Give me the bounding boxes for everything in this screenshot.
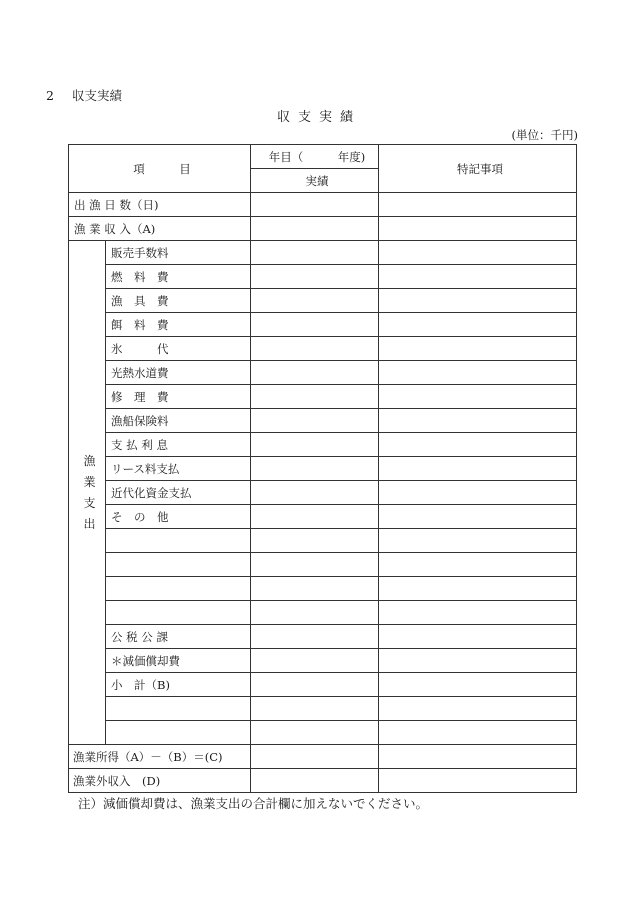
expense-item-label: 近代化資金支払 <box>106 481 251 505</box>
header-actual: 実績 <box>251 169 379 193</box>
row-label-fishing-days: 出 漁 日 数（日) <box>69 193 251 217</box>
header-year[interactable]: 年目（ 年度) <box>251 145 379 169</box>
remarks-cell[interactable] <box>379 553 577 577</box>
expense-group-label <box>69 241 106 745</box>
expense-item-label: 氷 代 <box>106 337 251 361</box>
remarks-cell[interactable] <box>379 697 577 721</box>
table-row <box>69 745 577 769</box>
table-row <box>69 721 577 745</box>
table-row <box>69 553 577 577</box>
expense-group-char: 漁 <box>83 453 96 468</box>
table-row <box>69 529 577 553</box>
expense-item-label: 販売手数料 <box>106 241 251 265</box>
actual-cell[interactable] <box>251 337 379 361</box>
section-number: 2 <box>46 88 54 103</box>
table-row <box>69 481 577 505</box>
expense-item-label: 燃 料 費 <box>106 265 251 289</box>
expense-item-label: ＊減価償却費 <box>106 649 251 673</box>
remarks-cell[interactable] <box>379 649 577 673</box>
actual-cell[interactable] <box>251 649 379 673</box>
footnote: 注）減価償却費は、漁業支出の合計欄に加えないでください。 <box>78 796 429 811</box>
header-remarks: 特記事項 <box>379 145 577 193</box>
actual-cell[interactable] <box>251 409 379 433</box>
actual-cell[interactable] <box>251 505 379 529</box>
table-row <box>69 265 577 289</box>
actual-cell[interactable] <box>251 529 379 553</box>
actual-cell[interactable] <box>251 769 379 793</box>
remarks-cell[interactable] <box>379 217 577 241</box>
table-row <box>69 361 577 385</box>
actual-cell[interactable] <box>251 673 379 697</box>
section-title: 収支実績 <box>72 88 123 103</box>
remarks-cell[interactable] <box>379 769 577 793</box>
row-label-fishing-income: 漁 業 収 入（A) <box>69 217 251 241</box>
expense-item-label <box>106 529 251 553</box>
table-row <box>69 193 577 217</box>
remarks-cell[interactable] <box>379 505 577 529</box>
actual-cell[interactable] <box>251 745 379 769</box>
expense-item-label <box>106 697 251 721</box>
expense-group-char: 業 <box>83 474 96 489</box>
expense-item-label: 修 理 費 <box>106 385 251 409</box>
remarks-cell[interactable] <box>379 721 577 745</box>
actual-cell[interactable] <box>251 217 379 241</box>
table-row <box>69 217 577 241</box>
remarks-cell[interactable] <box>379 577 577 601</box>
table-row <box>69 385 577 409</box>
remarks-cell[interactable] <box>379 289 577 313</box>
actual-cell[interactable] <box>251 481 379 505</box>
header-row-top <box>69 145 577 169</box>
expense-item-label <box>106 721 251 745</box>
expense-item-label <box>106 601 251 625</box>
actual-cell[interactable] <box>251 553 379 577</box>
expense-group-char: 支 <box>83 495 96 510</box>
actual-cell[interactable] <box>251 433 379 457</box>
remarks-cell[interactable] <box>379 745 577 769</box>
header-item: 項 目 <box>69 145 251 193</box>
actual-cell[interactable] <box>251 601 379 625</box>
actual-cell[interactable] <box>251 697 379 721</box>
table-row <box>69 289 577 313</box>
table-row <box>69 337 577 361</box>
expense-item-label: 光熱水道費 <box>106 361 251 385</box>
remarks-cell[interactable] <box>379 385 577 409</box>
row-label-non-fishing-income: 漁業外収入 (D) <box>69 769 251 793</box>
remarks-cell[interactable] <box>379 361 577 385</box>
remarks-cell[interactable] <box>379 193 577 217</box>
actual-cell[interactable] <box>251 289 379 313</box>
expense-item-label: 餌 料 費 <box>106 313 251 337</box>
expense-item-label: 小 計（B) <box>106 673 251 697</box>
expense-item-label: 公 税 公 課 <box>106 625 251 649</box>
table-row <box>69 457 577 481</box>
expense-item-label: 漁 具 費 <box>106 289 251 313</box>
table-row <box>69 625 577 649</box>
remarks-cell[interactable] <box>379 457 577 481</box>
expense-item-label: そ の 他 <box>106 505 251 529</box>
table-body <box>69 145 577 793</box>
table-row <box>69 601 577 625</box>
table-row <box>69 577 577 601</box>
remarks-cell[interactable] <box>379 673 577 697</box>
table-row <box>69 697 577 721</box>
actual-cell[interactable] <box>251 385 379 409</box>
table-row <box>69 505 577 529</box>
expense-item-label: 漁船保険料 <box>106 409 251 433</box>
table-row <box>69 409 577 433</box>
remarks-cell[interactable] <box>379 265 577 289</box>
document-title: 収支実績 <box>276 110 361 125</box>
table-row <box>69 433 577 457</box>
remarks-cell[interactable] <box>379 433 577 457</box>
actual-cell[interactable] <box>251 577 379 601</box>
table-row <box>69 241 577 265</box>
table-row <box>69 769 577 793</box>
expense-item-label: リース料支払 <box>106 457 251 481</box>
expense-group-char: 出 <box>83 516 96 531</box>
actual-cell[interactable] <box>251 313 379 337</box>
income-expense-table <box>68 144 577 793</box>
table-row <box>69 313 577 337</box>
remarks-cell[interactable] <box>379 313 577 337</box>
remarks-cell[interactable] <box>379 409 577 433</box>
expense-item-label <box>106 577 251 601</box>
section-heading <box>46 86 122 104</box>
remarks-cell[interactable] <box>379 625 577 649</box>
remarks-cell[interactable] <box>379 241 577 265</box>
table-row <box>69 649 577 673</box>
actual-cell[interactable] <box>251 241 379 265</box>
actual-cell[interactable] <box>251 625 379 649</box>
actual-cell[interactable] <box>251 265 379 289</box>
row-label-fishing-profit: 漁業所得（A）－（B）＝(C) <box>69 745 251 769</box>
actual-cell[interactable] <box>251 361 379 385</box>
expense-item-label <box>106 553 251 577</box>
expense-item-label: 支 払 利 息 <box>106 433 251 457</box>
unit-note: (単位：千円) <box>511 128 578 142</box>
table-row <box>69 673 577 697</box>
remarks-cell[interactable] <box>379 337 577 361</box>
remarks-cell[interactable] <box>379 481 577 505</box>
remarks-cell[interactable] <box>379 529 577 553</box>
actual-cell[interactable] <box>251 193 379 217</box>
actual-cell[interactable] <box>251 721 379 745</box>
remarks-cell[interactable] <box>379 601 577 625</box>
actual-cell[interactable] <box>251 457 379 481</box>
